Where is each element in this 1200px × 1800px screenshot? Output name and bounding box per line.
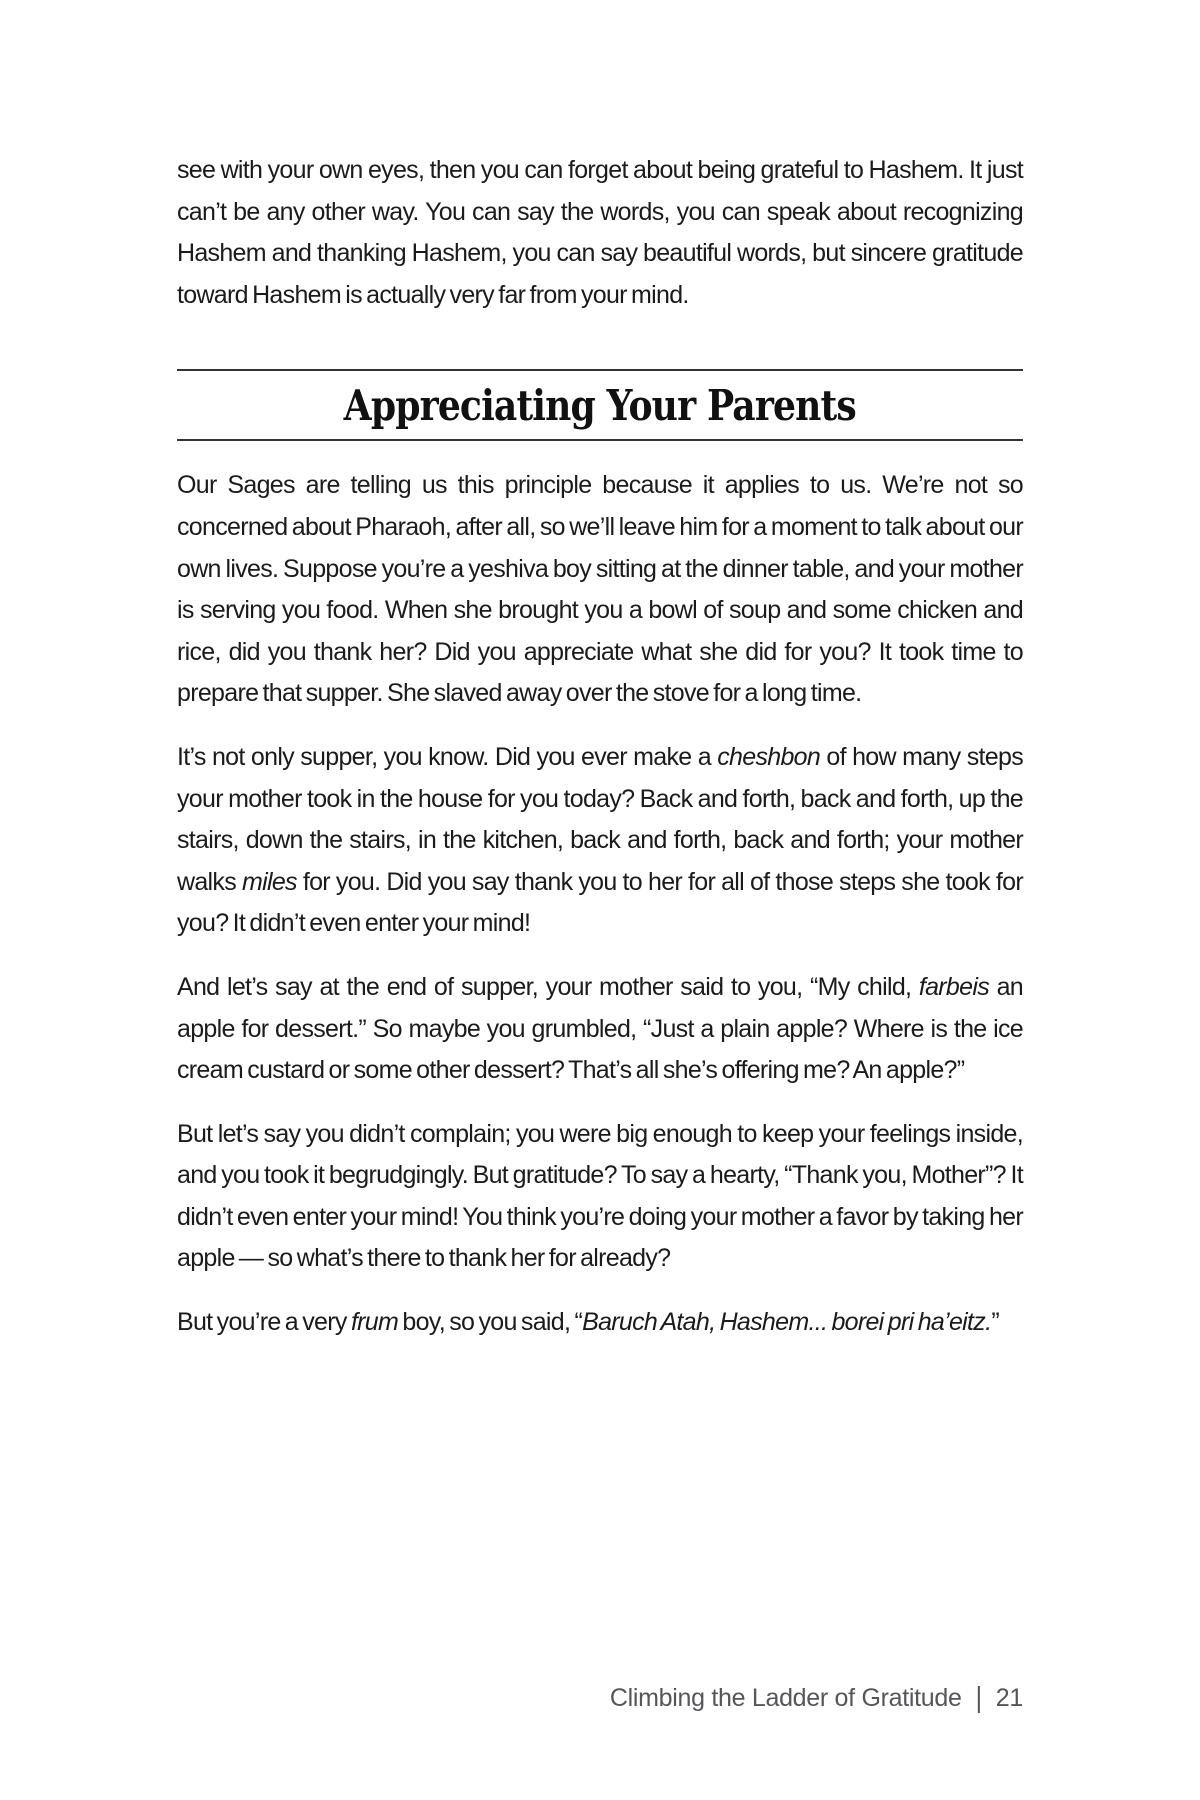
section-heading-text: Appreciating Your Parents: [343, 380, 857, 430]
text-column: [177, 150, 1023, 1366]
italic-term: farbeis: [918, 972, 989, 1001]
italic-term: cheshbon: [717, 742, 821, 771]
section-heading: [177, 371, 1023, 439]
italic-term: Baruch Atah, Hashem... borei pri ha’eitz.: [582, 1308, 992, 1337]
paragraph: [177, 465, 1023, 715]
page-number: 21: [995, 1684, 1023, 1712]
text-run: ”: [991, 1308, 999, 1337]
text-run: boy, so you said, “: [398, 1308, 583, 1337]
page-footer: [177, 1681, 1023, 1715]
paragraph: [177, 1114, 1023, 1280]
heading-rule-bottom: [177, 439, 1023, 441]
text-run: But you’re a very: [177, 1308, 351, 1337]
text-run: And let’s say at the end of supper, your mother said to you, “My child,: [177, 972, 919, 1001]
section-heading-block: [177, 369, 1023, 441]
text-run: But let’s say you didn’t complain; you were big enough to keep your feelings inside, and you took it begrudgingly. But gratitude? To say a hearty, “Thank you, Mother”? It didn’t even enter your mind! You think you’re doing your mother a favor by taking her apple — so what’s there to thank her for already?: [177, 1119, 1023, 1273]
text-run: Our Sages are telling us this principle because it applies to us. We’re not so concerned about Pharaoh, after all, so we’ll leave him for a moment to talk about our own lives. Suppose you’re a yeshiva boy sitting at the dinner table, and your mother is serving you food. When she brought you a bowl of soup and some chicken and rice, did you thank her? Did you appreciate what she did for you? It took time to prepare that supper. She slaved away over the stove for a long time.: [177, 471, 1023, 708]
text-run: for you. Did you say thank you to her for all of those steps she took for you? It didn’t even enter your mind!: [177, 867, 1023, 938]
text-run: an apple for dessert.” So maybe you grumbled, “Just a plain apple? Where is the ice cream custard or some other dessert? That’s all she’s offering me? An apple?”: [177, 972, 1023, 1085]
running-title: Climbing the Ladder of Gratitude: [609, 1684, 962, 1712]
italic-term: miles: [242, 867, 297, 896]
paragraph: [177, 150, 1023, 316]
intro-text: [177, 150, 1023, 316]
text-run: see with your own eyes, then you can forget about being grateful to Hashem. It just can’t be any other way. You can say the words, you can speak about recognizing Hashem and thanking Hashem, you can say beautiful words, but sincere gratitude toward Hashem is actually very far from your mind.: [177, 156, 1023, 309]
text-run: It’s not only supper, you know. Did you ever make a: [177, 742, 718, 771]
footer-separator: |: [975, 1681, 982, 1715]
paragraph: [177, 737, 1023, 945]
text-run: of how many steps your mother took in the house for you today? Back and forth, back and forth, up the stairs, down the stairs, in the kitchen, back and forth, back and forth; your mother walks: [177, 742, 1024, 896]
section-text: [177, 465, 1023, 1343]
paragraph: [177, 1302, 1023, 1344]
italic-term: frum: [350, 1308, 399, 1337]
paragraph: [177, 967, 1023, 1092]
